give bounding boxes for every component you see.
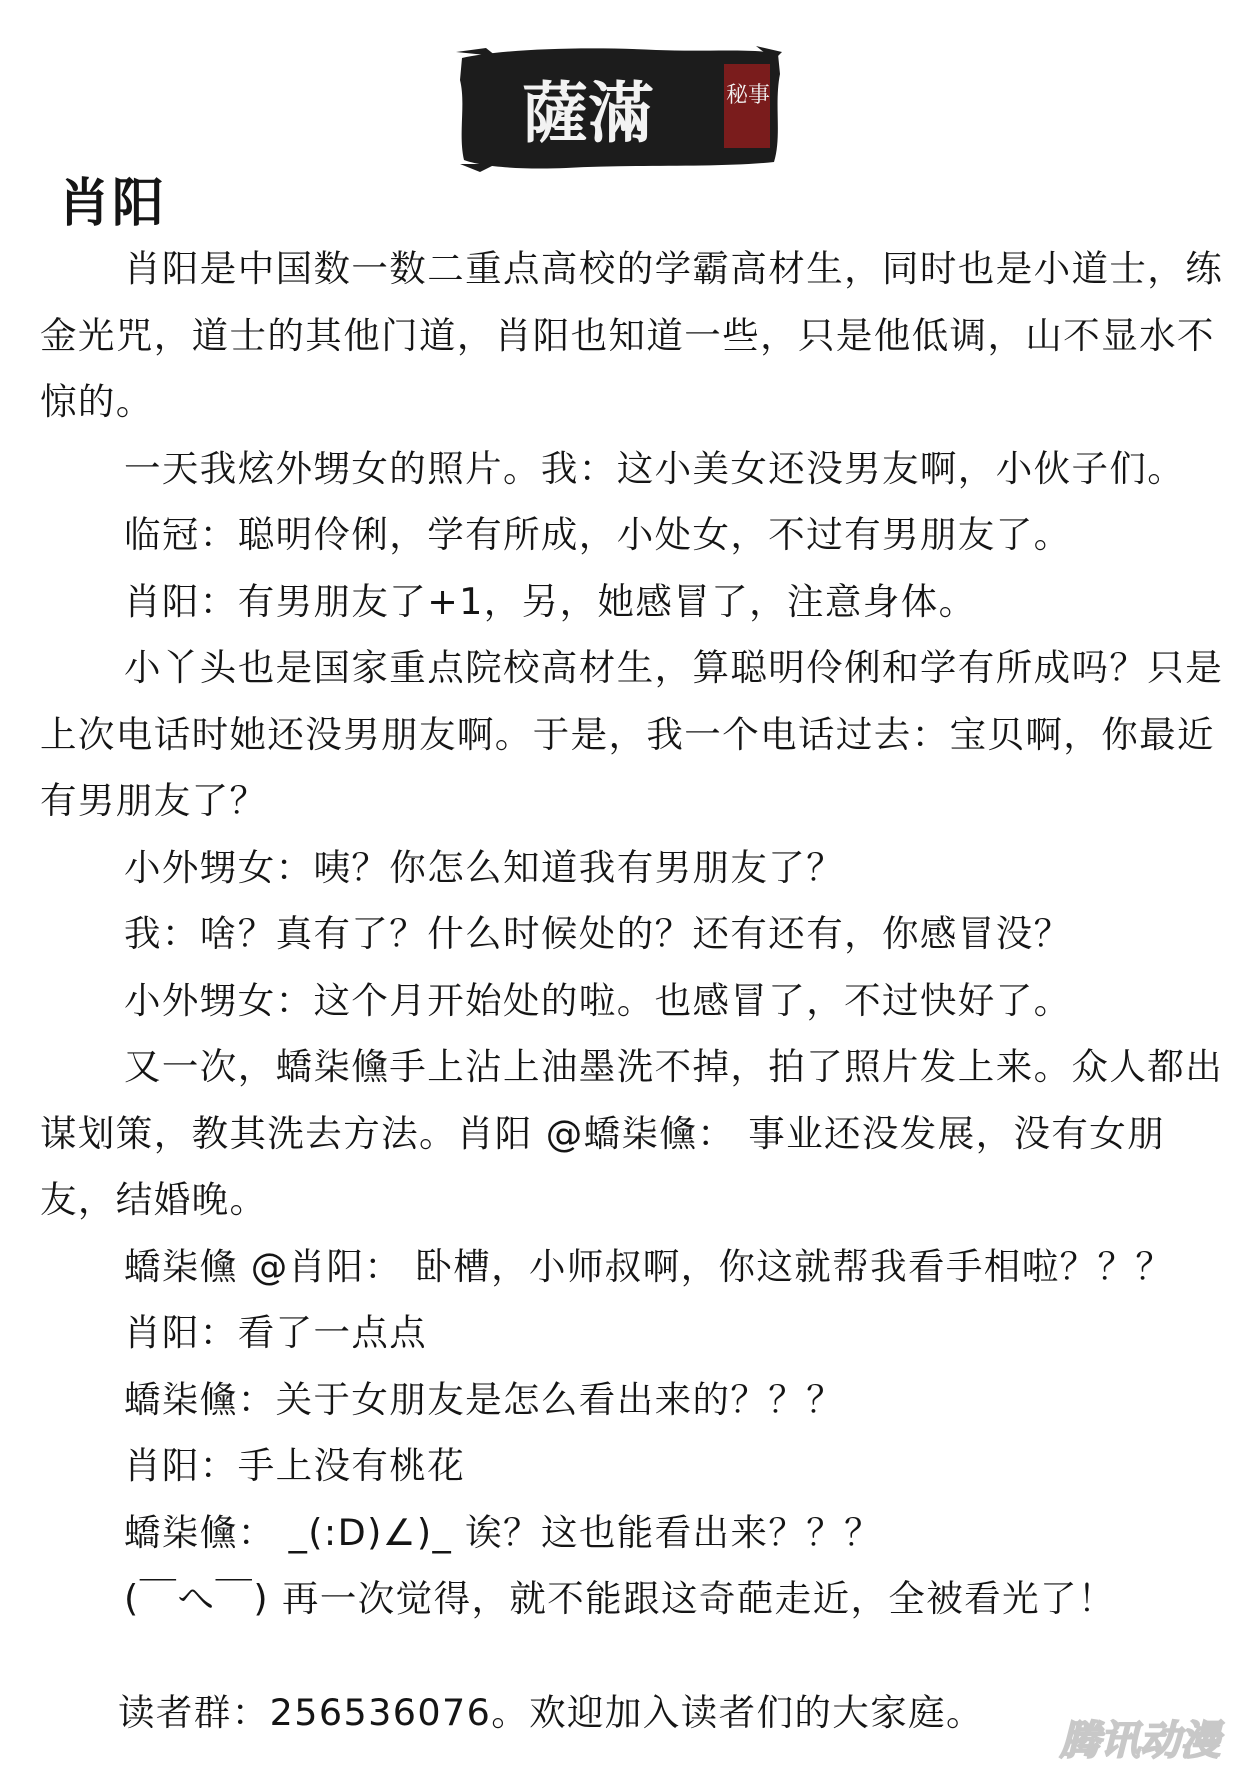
paragraph: 蟜柒儵：关于女朋友是怎么看出来的？？？ xyxy=(124,1377,845,1421)
paragraph: 肖阳是中国数一数二重点高校的学霸高材生，同时也是小道士，练金光咒，道士的其他门道，肖阳也知道一些，只是他低调，山不显水不惊的。 xyxy=(40,247,1224,423)
paragraph: 一天我炫外甥女的照片。我：这小美女还没男友啊，小伙子们。 xyxy=(124,446,1186,490)
reader-group-note: 读者群：256536076。欢迎加入读者们的大家庭。 xyxy=(118,1691,984,1734)
watermark-graphic xyxy=(1040,1716,1240,1764)
paragraph: 蟜柒儵 @肖阳： 卧槽，小师叔啊，你这就帮我看手相啦？？？ xyxy=(124,1244,1174,1288)
logo-title: 薩滿 xyxy=(522,74,654,152)
paragraph: 肖阳：有男朋友了+1，另，她感冒了，注意身体。 xyxy=(124,579,977,623)
title-logo xyxy=(456,44,784,172)
paragraph: 小外甥女：咦？你怎么知道我有男朋友了？ xyxy=(124,845,845,889)
paragraph: 我：啥？真有了？什么时候处的？还有还有，你感冒没？ xyxy=(124,912,1072,955)
paragraph: (￣へ￣) 再一次觉得，就不能跟这奇葩走近，全被看光了！ xyxy=(124,1577,1116,1620)
watermark-text: 腾讯动漫 xyxy=(1060,1718,1220,1764)
paragraph: 又一次，蟜柒儵手上沾上油墨洗不掉，拍了照片发上来。众人都出谋划策，教其洗去方法。肖阳 @蟜柒儵： 事业还没发展，没有女朋友，结婚晚。 xyxy=(40,1045,1224,1221)
paragraph: 小丫头也是国家重点院校高材生，算聪明伶俐和学有所成吗？只是上次电话时她还没男朋友啊。于是，我一个电话过去：宝贝啊，你最近有男朋友了？ xyxy=(40,646,1224,822)
paragraph: 肖阳：看了一点点 xyxy=(124,1311,428,1354)
paragraph: 蟜柒儵： _(:D)∠)_ 诶？这也能看出来？？？ xyxy=(124,1510,883,1554)
section-heading: 肖阳 xyxy=(58,174,167,234)
article-body xyxy=(40,236,1225,1633)
ink-brush-banner xyxy=(456,44,784,172)
paragraph: 临冠：聪明伶俐，学有所成，小处女，不过有男朋友了。 xyxy=(124,513,1072,556)
paragraph: 小外甥女：这个月开始处的啦。也感冒了，不过快好了。 xyxy=(124,978,1072,1022)
logo-subtitle: 秘事 xyxy=(725,83,771,108)
watermark-logo xyxy=(1040,1716,1240,1764)
paragraph: 肖阳：手上没有桃花 xyxy=(124,1444,466,1487)
